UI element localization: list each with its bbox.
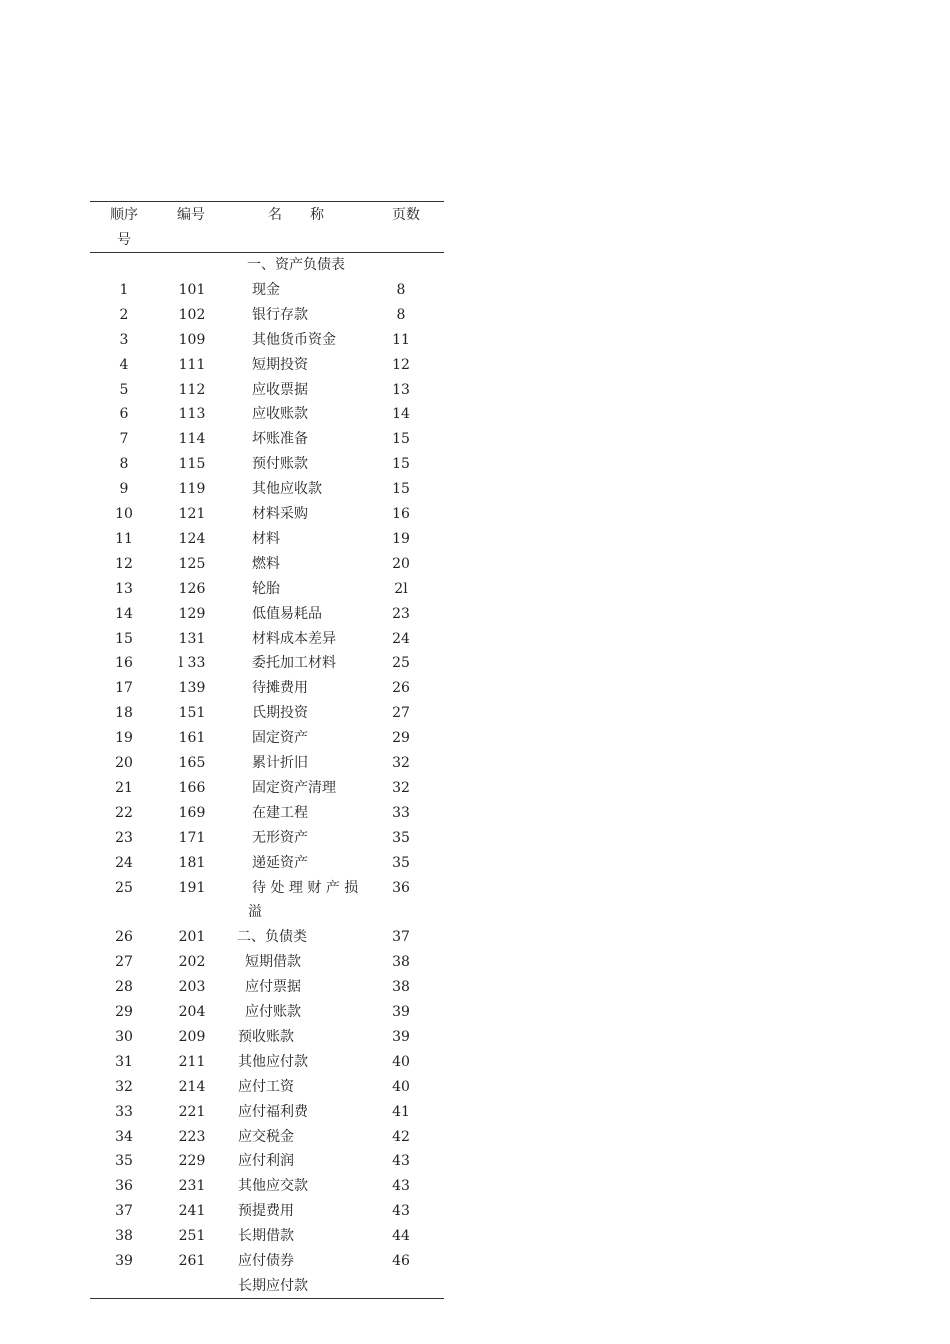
- code-cell: 161: [178, 730, 206, 747]
- code-cell: 191: [178, 879, 206, 896]
- seq-cell: 26: [115, 929, 133, 946]
- table-row: [90, 826, 444, 851]
- code-cell: 113: [178, 406, 206, 423]
- seq-cell: 20: [115, 755, 133, 771]
- page-cell: 19: [392, 530, 410, 547]
- page-cell: 33: [392, 804, 410, 821]
- name-cell: 其他应交款: [238, 1178, 308, 1195]
- name-cell: 固定资产清理: [252, 779, 336, 796]
- code-cell: 201: [178, 929, 206, 946]
- code-cell: 151: [178, 705, 206, 722]
- code-cell: 221: [178, 1103, 206, 1120]
- name-cell: 固定资产: [252, 730, 308, 747]
- page-cell: 8: [396, 281, 406, 298]
- name-cell: 轮胎: [252, 580, 280, 597]
- table-row: [90, 900, 444, 925]
- name-cell: 长期应付款: [238, 1277, 308, 1294]
- name-cell: 短期投资: [252, 356, 308, 373]
- code-cell: 129: [178, 605, 206, 622]
- table-row: [90, 751, 444, 776]
- table-row: [90, 427, 444, 452]
- page-cell: 35: [392, 854, 410, 871]
- seq-cell: 19: [115, 730, 133, 747]
- table-row: [90, 975, 444, 1000]
- page-cell: 46: [392, 1253, 410, 1269]
- name-cell: 在建工程: [252, 804, 308, 821]
- table-row: [90, 253, 444, 278]
- page-cell: 15: [392, 481, 410, 498]
- table-row: [90, 452, 444, 477]
- name-cell: 应收账款: [252, 406, 308, 423]
- seq-cell: 23: [115, 829, 133, 846]
- code-cell: 115: [178, 456, 206, 473]
- seq-cell: 4: [119, 356, 129, 373]
- page-cell: 12: [392, 356, 410, 373]
- page-cell: 44: [392, 1228, 410, 1245]
- table-row: [90, 328, 444, 353]
- name-cell: 递延资产: [252, 854, 308, 871]
- table-row: [90, 1050, 444, 1075]
- page-cell: 15: [392, 456, 410, 473]
- name-cell: 氏期投资: [252, 705, 308, 722]
- name-cell: 一、资产负债表: [247, 257, 345, 273]
- page-cell: 37: [392, 929, 410, 946]
- page-cell: 32: [392, 779, 410, 796]
- table-row: [90, 1174, 444, 1199]
- table-row: [90, 378, 444, 403]
- page-cell: 14: [392, 406, 410, 423]
- seq-cell: 21: [115, 779, 133, 796]
- name-cell: 应付工资: [238, 1078, 294, 1095]
- seq-cell: 3: [119, 331, 129, 348]
- name-cell: 低值易耗品: [252, 605, 322, 622]
- page-cell: 11: [392, 331, 410, 348]
- table-row: [90, 701, 444, 726]
- page-cell: 8: [396, 306, 406, 323]
- name-cell: 长期借款: [238, 1228, 294, 1245]
- table-row: [90, 851, 444, 876]
- name-cell: 材料: [252, 530, 280, 547]
- seq-cell: 8: [119, 456, 129, 473]
- page-cell: 43: [392, 1203, 410, 1220]
- code-cell: 231: [178, 1178, 206, 1195]
- seq-cell: 1: [119, 281, 129, 298]
- page-cell: 39: [392, 1004, 410, 1020]
- table-row: [90, 353, 444, 378]
- table-row: [90, 627, 444, 652]
- code-cell: 181: [178, 854, 206, 871]
- table-row: [90, 1100, 444, 1125]
- name-cell: 应交税金: [238, 1128, 294, 1145]
- name-cell: 短期借款: [245, 954, 301, 971]
- name-cell: 无形资产: [252, 829, 308, 846]
- name-cell: 二、负债类: [237, 929, 307, 946]
- name-cell: 应收票据: [252, 381, 308, 398]
- table-row: [90, 801, 444, 826]
- page-cell: 40: [392, 1078, 410, 1095]
- seq-cell: 15: [115, 630, 133, 647]
- seq-cell: 11: [115, 530, 133, 547]
- table-row: [90, 1075, 444, 1100]
- seq-cell: 33: [115, 1103, 133, 1120]
- table-row: [90, 502, 444, 527]
- page-cell: 2l: [394, 580, 408, 597]
- table-row: [90, 1274, 444, 1299]
- seq-cell: 14: [115, 605, 133, 622]
- table-row: [90, 876, 444, 901]
- name-cell: 材料成本差异: [252, 630, 336, 647]
- name-cell: 预付账款: [252, 456, 308, 473]
- seq-cell: 31: [115, 1053, 133, 1070]
- seq-cell: 38: [115, 1228, 133, 1245]
- code-cell: 214: [178, 1078, 206, 1095]
- code-cell: 203: [178, 979, 206, 996]
- name-cell: 其他货币资金: [252, 331, 336, 348]
- header-page: 页数: [392, 207, 420, 223]
- seq-cell: 28: [115, 979, 133, 996]
- seq-cell: 9: [119, 481, 129, 498]
- code-cell: 139: [178, 680, 206, 697]
- code-cell: 114: [178, 431, 206, 448]
- page-cell: 23: [392, 605, 410, 622]
- name-cell: 坏账准备: [252, 431, 308, 448]
- code-cell: l 33: [178, 655, 206, 672]
- seq-cell: 7: [119, 431, 129, 448]
- code-cell: 211: [178, 1053, 206, 1070]
- name-cell: 溢: [248, 904, 262, 921]
- seq-cell: 36: [115, 1178, 133, 1195]
- code-cell: 223: [178, 1128, 206, 1145]
- table-row: [90, 651, 444, 676]
- name-cell: 材料采购: [252, 506, 308, 522]
- name-cell: 应付债券: [238, 1253, 294, 1269]
- name-cell: 委托加工材料: [252, 655, 336, 672]
- code-cell: 121: [178, 506, 206, 522]
- seq-cell: 5: [119, 381, 129, 398]
- seq-cell: 10: [115, 506, 133, 522]
- name-cell: 燃料: [252, 555, 280, 572]
- seq-cell: 35: [115, 1153, 133, 1170]
- code-cell: 126: [178, 580, 206, 597]
- code-cell: 101: [178, 281, 206, 298]
- name-cell: 银行存款: [252, 306, 308, 323]
- seq-cell: 6: [119, 406, 129, 423]
- table-row: [90, 577, 444, 602]
- page-cell: 36: [392, 879, 410, 896]
- table-row: [90, 552, 444, 577]
- page-cell: 25: [392, 655, 410, 672]
- seq-cell: 39: [115, 1253, 133, 1269]
- code-cell: 241: [178, 1203, 206, 1220]
- code-cell: 125: [178, 555, 206, 572]
- table-row: [90, 602, 444, 627]
- page-cell: 20: [392, 555, 410, 572]
- header-seq-line2: 号: [117, 232, 131, 248]
- code-cell: 131: [178, 630, 206, 647]
- table-row: [90, 1149, 444, 1174]
- code-cell: 109: [178, 331, 206, 348]
- page-cell: 16: [392, 506, 410, 522]
- header-seq-line1: 顺序: [110, 207, 138, 223]
- seq-cell: 25: [115, 879, 133, 896]
- code-cell: 261: [178, 1253, 206, 1269]
- seq-cell: 16: [115, 655, 133, 672]
- header-name: 名 称: [268, 207, 324, 223]
- table-row: [90, 1025, 444, 1050]
- table-row: [90, 477, 444, 502]
- page-cell: 13: [392, 381, 410, 398]
- page-cell: 38: [392, 954, 410, 971]
- seq-cell: 24: [115, 854, 133, 871]
- header-code: 编号: [177, 207, 205, 223]
- name-cell: 现金: [252, 281, 280, 298]
- seq-cell: 17: [115, 680, 133, 697]
- name-cell: 其他应收款: [252, 481, 322, 498]
- code-cell: 171: [178, 829, 206, 846]
- code-cell: 209: [178, 1028, 206, 1045]
- code-cell: 169: [178, 804, 206, 821]
- table-row: [90, 1224, 444, 1249]
- page-cell: 43: [392, 1178, 410, 1195]
- seq-cell: 29: [115, 1004, 133, 1020]
- code-cell: 165: [178, 755, 206, 771]
- name-cell: 累计折旧: [252, 755, 308, 771]
- table-row: [90, 402, 444, 427]
- code-cell: 102: [178, 306, 206, 323]
- seq-cell: 27: [115, 954, 133, 971]
- table-row: [90, 676, 444, 701]
- page-cell: 41: [392, 1103, 410, 1120]
- name-cell: 应付利润: [238, 1153, 294, 1170]
- code-cell: 124: [178, 530, 206, 547]
- name-cell: 待摊费用: [252, 680, 308, 697]
- page-cell: 15: [392, 431, 410, 448]
- seq-cell: 34: [115, 1128, 133, 1145]
- seq-cell: 37: [115, 1203, 133, 1220]
- page-cell: 29: [392, 730, 410, 747]
- code-cell: 204: [178, 1004, 206, 1020]
- code-cell: 166: [178, 779, 206, 796]
- top-rule: [90, 201, 444, 202]
- seq-cell: 12: [115, 555, 133, 572]
- bottom-rule: [90, 1298, 444, 1299]
- page-cell: 27: [392, 705, 410, 722]
- table-row: [90, 776, 444, 801]
- name-cell: 其他应付款: [238, 1053, 308, 1070]
- code-cell: 251: [178, 1228, 206, 1245]
- name-cell: 应付票据: [245, 979, 301, 996]
- page-cell: 32: [392, 755, 410, 771]
- page-cell: 35: [392, 829, 410, 846]
- name-cell: 预提费用: [238, 1203, 294, 1220]
- page-cell: 24: [392, 630, 410, 647]
- code-cell: 112: [178, 381, 206, 398]
- table-row: [90, 726, 444, 751]
- code-cell: 111: [178, 356, 206, 373]
- code-cell: 229: [178, 1153, 206, 1170]
- page-cell: 40: [392, 1053, 410, 1070]
- table-row: [90, 527, 444, 552]
- page-cell: 42: [392, 1128, 410, 1145]
- page-cell: 38: [392, 979, 410, 996]
- seq-cell: 2: [119, 306, 129, 323]
- table-row: [90, 1000, 444, 1025]
- seq-cell: 18: [115, 705, 133, 722]
- header-seq: [90, 203, 158, 253]
- seq-cell: 32: [115, 1078, 133, 1095]
- table-row: [90, 1125, 444, 1150]
- page-cell: 43: [392, 1153, 410, 1170]
- seq-cell: 30: [115, 1028, 133, 1045]
- table-row: [90, 925, 444, 950]
- seq-cell: 13: [115, 580, 133, 597]
- table-row: [90, 278, 444, 303]
- table-row: [90, 1249, 444, 1274]
- code-cell: 202: [178, 954, 206, 971]
- name-cell: 预收账款: [238, 1028, 294, 1045]
- name-cell: 应付账款: [245, 1004, 301, 1020]
- page-cell: 39: [392, 1028, 410, 1045]
- code-cell: 119: [178, 481, 206, 498]
- name-cell: 应付福利费: [238, 1103, 308, 1120]
- table-row: [90, 950, 444, 975]
- table-row: [90, 303, 444, 328]
- name-cell: 待 处 理 财 产 损: [252, 879, 359, 896]
- table-row: [90, 1199, 444, 1224]
- page-cell: 26: [392, 680, 410, 697]
- seq-cell: 22: [115, 804, 133, 821]
